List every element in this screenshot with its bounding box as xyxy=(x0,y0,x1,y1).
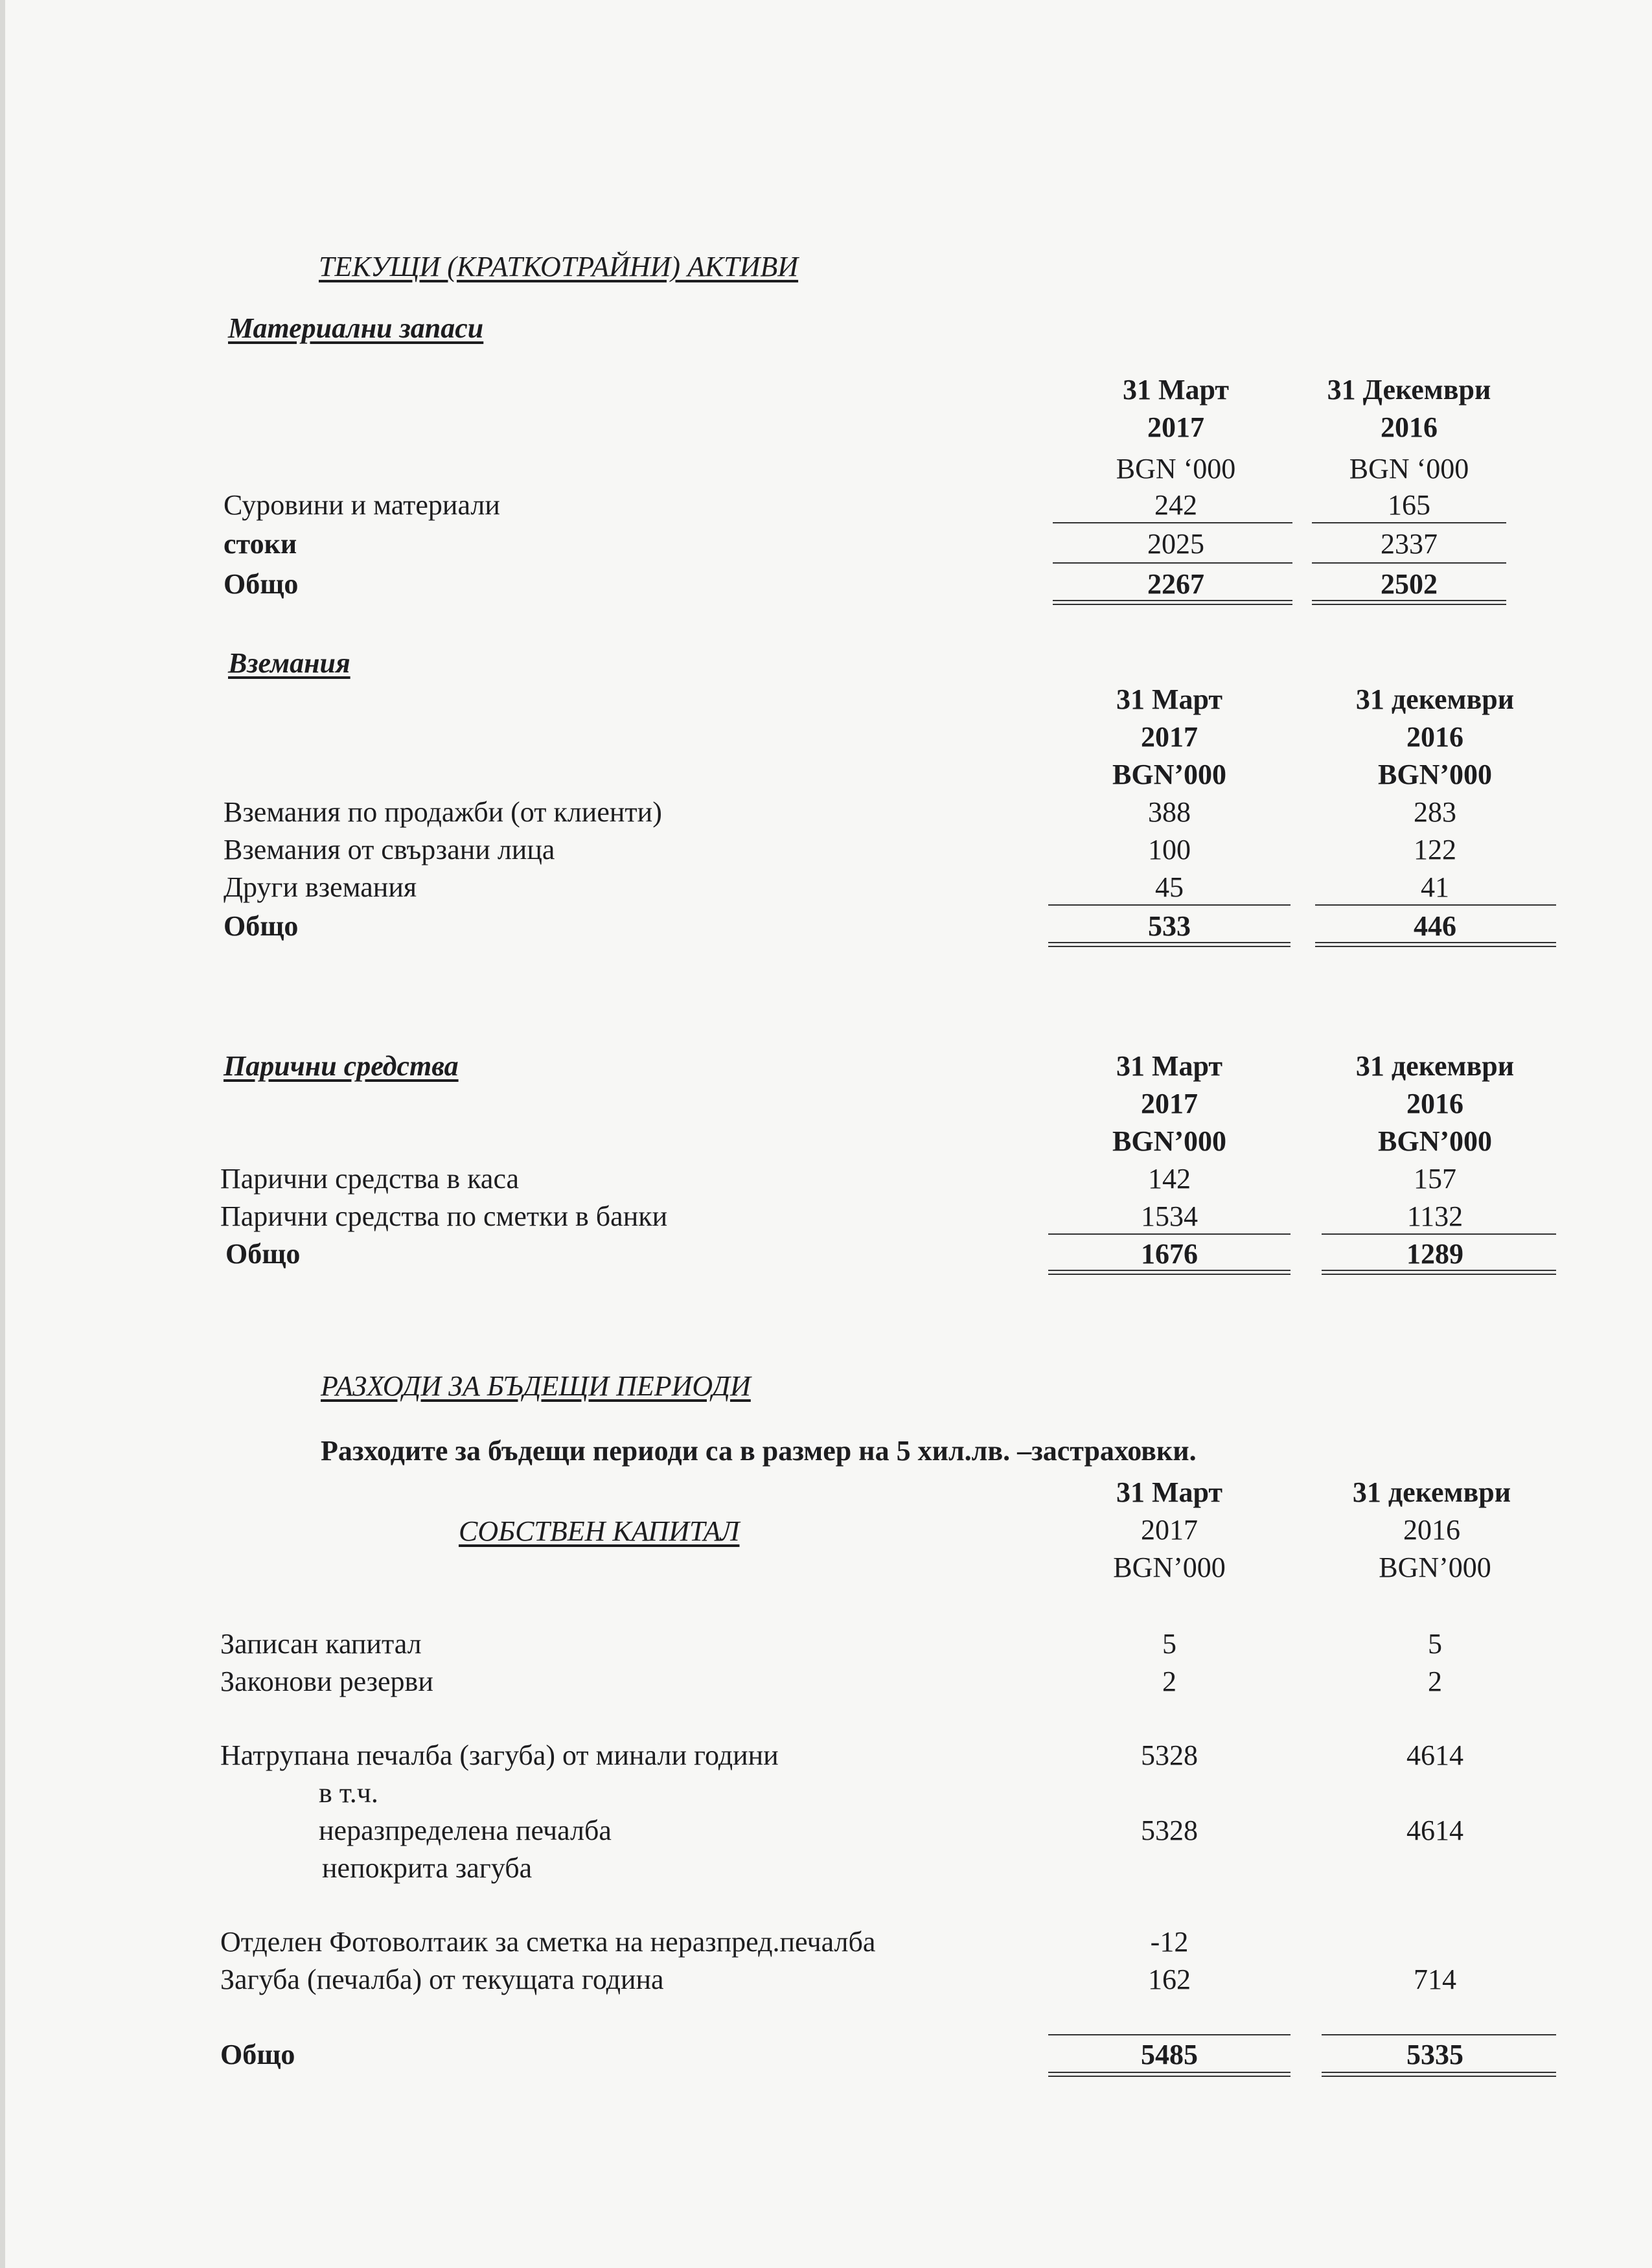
cash-total-label: Общо xyxy=(225,1238,301,1270)
equity-col1-unit: BGN’000 xyxy=(1113,1552,1226,1583)
rule xyxy=(1312,522,1506,523)
deferred-expenses-note: Разходите за бъдещи периоди са в размер на 5 хил.лв. –застраховки. xyxy=(321,1435,1197,1467)
cash-col2-unit: BGN’000 xyxy=(1378,1125,1492,1157)
receivables-row-value-2017: 100 xyxy=(1148,834,1191,865)
equity-row-label: непокрита загуба xyxy=(322,1852,533,1884)
inventory-row-label: стоки xyxy=(224,528,297,560)
heading-equity: СОБСТВЕН КАПИТАЛ xyxy=(459,1515,740,1547)
equity-row-value-2017: 2 xyxy=(1162,1666,1176,1697)
double-rule xyxy=(1312,600,1506,605)
equity-row-value-2017: 5328 xyxy=(1141,1739,1198,1771)
rule xyxy=(1048,1233,1291,1235)
receivables-row-label: Вземания по продажби (от клиенти) xyxy=(224,796,662,828)
inventory-col2-year: 2016 xyxy=(1381,411,1438,443)
receivables-row-value-2017: 388 xyxy=(1148,796,1191,828)
cash-row-label: Парични средства по сметки в банки xyxy=(220,1200,668,1232)
scan-edge xyxy=(0,0,5,2268)
receivables-row-value-2016: 283 xyxy=(1414,796,1456,828)
equity-row-label: в т.ч. xyxy=(319,1777,378,1809)
double-rule xyxy=(1322,1270,1556,1275)
section-title-receivables: Вземания xyxy=(228,647,350,679)
equity-col1-date: 31 Март xyxy=(1116,1476,1223,1508)
equity-col1-year: 2017 xyxy=(1141,1514,1198,1546)
receivables-row-label: Вземания от свързани лица xyxy=(224,834,555,865)
equity-row-value-2017: -12 xyxy=(1150,1926,1189,1958)
heading-deferred-expenses: РАЗХОДИ ЗА БЪДЕЩИ ПЕРИОДИ xyxy=(321,1370,751,1402)
equity-row-label: Натрупана печалба (загуба) от минали години xyxy=(220,1739,779,1771)
inventory-col2-date: 31 Декември xyxy=(1327,374,1491,406)
cash-total-2016: 1289 xyxy=(1406,1238,1463,1270)
inventory-row-value-2016: 165 xyxy=(1388,489,1430,521)
inventory-row-label: Суровини и материали xyxy=(224,489,500,521)
equity-col2-date: 31 декември xyxy=(1352,1476,1511,1508)
equity-row-label: Загуба (печалба) от текущата година xyxy=(220,1964,664,1995)
inventory-row-value-2017: 242 xyxy=(1154,489,1197,521)
equity-row-value-2016: 2 xyxy=(1428,1666,1442,1697)
receivables-row-label: Други вземания xyxy=(224,871,417,903)
inventory-col1-unit: BGN ‘000 xyxy=(1116,453,1236,485)
inventory-total-2017: 2267 xyxy=(1147,568,1204,600)
inventory-row-value-2017: 2025 xyxy=(1147,528,1204,560)
cash-col1-year: 2017 xyxy=(1141,1088,1198,1119)
rule xyxy=(1048,904,1291,906)
equity-row-label: Законови резерви xyxy=(220,1666,433,1697)
receivables-col2-date: 31 декември xyxy=(1355,683,1515,715)
receivables-row-value-2016: 122 xyxy=(1414,834,1456,865)
cash-row-value-2017: 1534 xyxy=(1141,1200,1198,1232)
double-rule xyxy=(1048,2072,1291,2077)
inventory-row-value-2016: 2337 xyxy=(1381,528,1438,560)
cash-row-value-2017: 142 xyxy=(1148,1163,1191,1195)
rule xyxy=(1315,904,1556,906)
equity-total-2017: 5485 xyxy=(1141,2039,1198,2070)
rule xyxy=(1322,2034,1556,2035)
equity-col2-year: 2016 xyxy=(1403,1514,1460,1546)
double-rule xyxy=(1053,600,1292,605)
cash-row-value-2016: 1132 xyxy=(1406,1200,1463,1232)
double-rule xyxy=(1315,942,1556,947)
rule xyxy=(1322,1233,1556,1235)
section-title-cash: Парични средства xyxy=(224,1050,459,1082)
heading-current-assets: ТЕКУЩИ (КРАТКОТРАЙНИ) АКТИВИ xyxy=(319,251,799,282)
equity-row-label: Отделен Фотоволтаик за сметка на неразпред.печалба xyxy=(220,1926,876,1958)
receivables-col1-unit: BGN’000 xyxy=(1112,759,1226,790)
double-rule xyxy=(1048,942,1291,947)
cash-col1-unit: BGN’000 xyxy=(1112,1125,1226,1157)
equity-total-2016: 5335 xyxy=(1406,2039,1463,2070)
inventory-col2-unit: BGN ‘000 xyxy=(1349,453,1469,485)
double-rule xyxy=(1048,1270,1291,1275)
equity-row-label: Записан капитал xyxy=(220,1628,422,1660)
inventory-total-2016: 2502 xyxy=(1381,568,1438,600)
rule xyxy=(1053,562,1292,564)
rule xyxy=(1053,522,1292,523)
receivables-row-value-2017: 45 xyxy=(1155,871,1184,903)
receivables-col1-year: 2017 xyxy=(1141,721,1198,753)
cash-row-value-2016: 157 xyxy=(1414,1163,1456,1195)
receivables-total-2017: 533 xyxy=(1148,910,1191,942)
inventory-col1-year: 2017 xyxy=(1147,411,1204,443)
section-title-inventory: Материални запаси xyxy=(228,312,484,344)
cash-col2-year: 2016 xyxy=(1406,1088,1463,1119)
inventory-total-label: Общо xyxy=(224,568,299,600)
inventory-col1-date: 31 Март xyxy=(1122,374,1230,406)
equity-row-value-2016: 5 xyxy=(1428,1628,1442,1660)
rule xyxy=(1312,562,1506,564)
receivables-total-2016: 446 xyxy=(1414,910,1456,942)
cash-col2-date: 31 декември xyxy=(1355,1050,1515,1082)
equity-row-value-2016: 4614 xyxy=(1406,1739,1463,1771)
equity-row-label: неразпределена печалба xyxy=(319,1815,612,1846)
equity-row-value-2017: 5 xyxy=(1162,1628,1176,1660)
receivables-row-value-2016: 41 xyxy=(1421,871,1449,903)
cash-total-2017: 1676 xyxy=(1141,1238,1198,1270)
equity-total-label: Общо xyxy=(220,2039,295,2070)
rule xyxy=(1048,2034,1291,2035)
double-rule xyxy=(1322,2072,1556,2077)
cash-col1-date: 31 Март xyxy=(1116,1050,1223,1082)
equity-row-value-2017: 5328 xyxy=(1141,1815,1198,1846)
receivables-total-label: Общо xyxy=(224,910,299,942)
cash-row-label: Парични средства в каса xyxy=(220,1163,520,1195)
receivables-col2-year: 2016 xyxy=(1406,721,1463,753)
equity-row-value-2016: 4614 xyxy=(1406,1815,1463,1846)
receivables-col1-date: 31 Март xyxy=(1116,683,1223,715)
equity-row-value-2017: 162 xyxy=(1148,1964,1191,1995)
equity-row-value-2016: 714 xyxy=(1414,1964,1456,1995)
receivables-col2-unit: BGN’000 xyxy=(1378,759,1492,790)
equity-col2-unit: BGN’000 xyxy=(1379,1552,1491,1583)
